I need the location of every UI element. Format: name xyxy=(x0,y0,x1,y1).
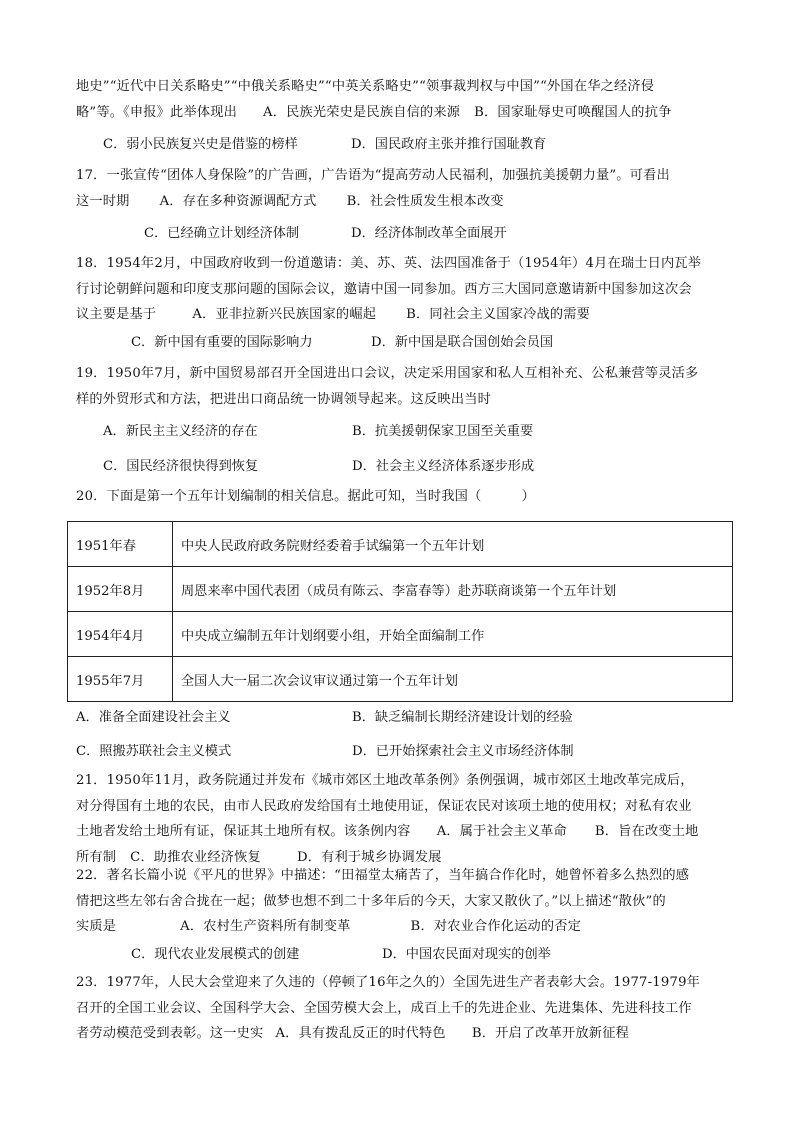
q18-option-d[interactable]: D．新中国是联合国创始会员国 xyxy=(371,335,554,350)
table-cell-date: 1951年春 xyxy=(68,522,173,567)
q23-stem xyxy=(76,970,726,1047)
q19-option-d[interactable]: D．社会主义经济体系逐步形成 xyxy=(352,459,535,474)
q20-options-ab xyxy=(76,706,726,728)
q22-option-a[interactable]: A．农村生产资料所有制变革 xyxy=(180,919,351,934)
five-year-plan-table xyxy=(67,521,733,702)
q16-options-cd xyxy=(76,133,726,155)
q17-option-b[interactable]: B．社会性质发生根本改变 xyxy=(346,193,504,209)
q16-option-d[interactable]: D．国民政府主张并推行国耻教育 xyxy=(351,137,547,152)
q19-options-ab xyxy=(76,420,726,442)
q18-line3: 议主要是基于 A．亚非拉新兴民族国家的崛起 B．同社会主义国家冷战的需要 xyxy=(76,307,591,322)
q23-option-a[interactable]: A．具有拨乱反正的时代特色 xyxy=(275,1026,446,1041)
q18-option-c[interactable]: C．新中国有重要的国际影响力 xyxy=(131,335,313,350)
q17-options-cd xyxy=(76,222,726,244)
table-row xyxy=(68,657,733,702)
q16-line1: 地史”“近代中日关系略史”“中俄关系略史”“中英关系略史”“领事裁判权与中国”“外国在华之经济侵 xyxy=(76,79,655,94)
q17-option-a[interactable]: A．存在多种资源调配方式 xyxy=(159,193,317,209)
q18-stem xyxy=(76,251,726,328)
q19-option-b[interactable]: B．抗美援朝保家卫国至关重要 xyxy=(352,424,534,439)
q20-option-c[interactable]: C．照搬苏联社会主义模式 xyxy=(76,744,232,759)
q21-option-c[interactable]: C．助推农业经济恢复 xyxy=(130,849,261,865)
q18-options-cd xyxy=(76,331,726,353)
q22-option-d[interactable]: D．中国农民面对现实的创举 xyxy=(382,947,551,962)
q16-line2: 略”等。《申报》此举体现出 A．民族光荣史是民族自信的来源 B．国家耻辱史可唤醒国人的抗争 xyxy=(76,104,672,120)
table-cell-event: 中央人民政府政务院财经委着手试编第一个五年计划 xyxy=(173,522,733,567)
q22-line3: 实质是 A．农村生产资料所有制变革 B．对农业合作化运动的否定 xyxy=(76,919,582,934)
q16-option-a[interactable]: A．民族光荣史是民族自信的来源 xyxy=(263,104,461,120)
q16-option-b[interactable]: B．国家耻辱史可唤醒国人的抗争 xyxy=(474,104,672,120)
q16-stem xyxy=(76,74,726,125)
table-row xyxy=(68,522,733,567)
q23-line3: 者劳动模范受到表彰。这一史实 A．具有拨乱反正的时代特色 B．开启了改革开放新征程 xyxy=(76,1026,629,1041)
q19-options-cd xyxy=(76,455,726,477)
q19-line2: 样的外贸形式和方法，把进出口商品统一协调领导起来。这反映出当时 xyxy=(76,391,492,407)
table-cell-date: 1954年4月 xyxy=(68,612,173,657)
q22-option-c[interactable]: C．现代农业发展模式的创建 xyxy=(131,947,300,962)
q17-line1: 17．一张宣传“团体人身保险”的广告画，广告语为“提高劳动人民福利，加强抗美援朝力量”。可看出 xyxy=(76,168,670,183)
table-cell-event: 中央成立编制五年计划纲要小组，开始全面编制工作 xyxy=(173,612,733,657)
q21-line4: 所有制 C．助推农业经济恢复 D．有利于城乡协调发展 xyxy=(76,849,442,865)
q16-option-c[interactable]: C．弱小民族复兴史是借鉴的榜样 xyxy=(103,137,298,152)
q23-line1: 23．1977年，人民大会堂迎来了久违的（停顿了16年之久的）全国先进生产者表彰大会。1977-1979年 xyxy=(76,975,701,990)
q18-option-a[interactable]: A．亚非拉新兴民族国家的崛起 xyxy=(192,307,377,322)
q21-line3: 土地者发给土地所有证，保证其土地所有权。该条例内容 A．属于社会主义革命 B．旨在改变土地 xyxy=(76,824,699,839)
q22-line2: 情把这些左邻右舍合拢在一起；做梦也想不到二十多年后的今天，大家又散伙了。”以上描述“散伙”的 xyxy=(76,893,666,909)
q21-line1: 21．1950年11月，政务院通过并发布《城市郊区土地改革条例》条例强调，城市郊区土地改革完成后， xyxy=(76,773,694,788)
q22-options-cd xyxy=(76,943,726,965)
q17-option-d[interactable]: D．经济体制改革全面展开 xyxy=(351,226,507,241)
q17-stem xyxy=(76,163,726,214)
q17-option-c[interactable]: C．已经确立计划经济体制 xyxy=(144,226,300,241)
q19-stem xyxy=(76,361,726,412)
table-cell-date: 1955年7月 xyxy=(68,657,173,702)
q20-option-d[interactable]: D．已开始探索社会主义市场经济体制 xyxy=(352,744,574,759)
q17-line2: 这一时期 A．存在多种资源调配方式 B．社会性质发生根本改变 xyxy=(76,193,504,209)
q22-line1: 22．著名长篇小说《平凡的世界》中描述：“田福堂太痛苦了，当年搞合作化时，她曾怀着多么热烈的感 xyxy=(76,868,690,883)
q18-line2: 行讨论朝鲜问题和印度支那问题的国际会议，邀请中国一同参加。西方三大国同意邀请新中国参加这次会 xyxy=(76,281,692,297)
q21-stem xyxy=(76,768,726,870)
q20-options-cd xyxy=(76,740,726,762)
table-cell-event: 周恩来率中国代表团（成员有陈云、李富春等）赴苏联商谈第一个五年计划 xyxy=(173,567,733,612)
q19-option-c[interactable]: C．国民经济很快得到恢复 xyxy=(103,459,259,474)
table-row xyxy=(68,612,733,657)
q18-line1: 18．1954年2月，中国政府收到一份道邀请：美、苏、英、法四国准备于（1954年）4月在瑞士日内瓦举 xyxy=(76,256,702,271)
q18-option-b[interactable]: B．同社会主义国家冷战的需要 xyxy=(406,307,591,322)
q23-option-b[interactable]: B．开启了改革开放新征程 xyxy=(471,1026,629,1041)
table-cell-event: 全国人大一届二次会议审议通过第一个五年计划 xyxy=(173,657,733,702)
table-cell-date: 1952年8月 xyxy=(68,567,173,612)
q20-stem: 20．下面是第一个五年计划编制的相关信息。据此可知，当时我国（ ） xyxy=(76,489,535,504)
q20-option-a[interactable]: A．准备全面建设社会主义 xyxy=(76,710,231,725)
q22-stem xyxy=(76,863,726,940)
q20-option-b[interactable]: B．缺乏编制长期经济建设计划的经验 xyxy=(352,710,573,725)
q19-line1: 19．1950年7月，新中国贸易部召开全国进出口会议，决定采用国家和私人互相补充、公私兼营等灵活多 xyxy=(76,366,699,381)
q22-option-b[interactable]: B．对农业合作化运动的否定 xyxy=(410,919,582,934)
q21-option-b[interactable]: B．旨在改变土地 xyxy=(594,824,699,839)
table-row xyxy=(68,567,733,612)
q19-option-a[interactable]: A．新民主主义经济的存在 xyxy=(103,424,258,439)
q21-line2: 对分得国有土地的农民，由市人民政府发给国有土地使用证，保证农民对该项土地的使用权；对私有农业 xyxy=(76,798,692,814)
q21-option-d[interactable]: D．有利于城乡协调发展 xyxy=(296,849,442,865)
q23-line2: 召开的全国工业会议、全国科学大会、全国劳模大会上，成百上千的先进企业、先进集体、先进科技工作 xyxy=(76,1000,692,1016)
q21-option-a[interactable]: A．属于社会主义革命 xyxy=(436,824,567,839)
